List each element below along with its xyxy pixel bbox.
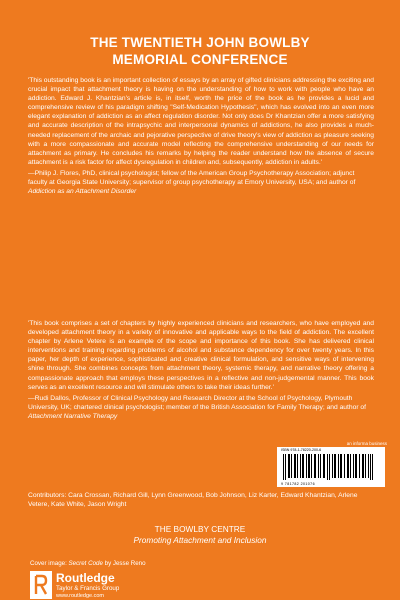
conference-title [0, 34, 400, 68]
endorsement-quote-2 [28, 319, 374, 421]
publisher-group: Taylor & Francis Group [56, 585, 120, 592]
cover-credit-artist: by Jesse Reno [102, 560, 146, 567]
cover-credit-title: Secret Code [68, 560, 103, 567]
barcode-isbn: ISBN 978-1-78220-200-6 [281, 448, 322, 452]
publisher-text [56, 572, 119, 600]
publisher-name: Routledge [56, 571, 115, 585]
attribution-text: —Rudi Dallos, Professor of Clinical Psychology and Research Director at the School of Psychology, Plymouth University, UK; chartered clinical psychologist; member of the British Association for Family Therapy; and author of [28, 394, 366, 411]
publisher-url: www.routledge.com [56, 593, 104, 599]
title-line-2: MEMORIAL CONFERENCE [112, 52, 288, 67]
attribution-book-title: Attachment Narrative Therapy [28, 412, 118, 420]
quote-text: 'This outstanding book is an important collection of essays by an array of gifted clinicians addressing the exciting and crucial impact that attachment theory is having on the understanding of how to work with people who have an addiction. Edward J. Khantzian's article is, in itself, worth the price of the book as he provides a lucid and comprehensive review of his paradigm shifting "Self-Medication Hypothesis", which has evolved into an even more elegant explanation of addiction as an affect regulation disorder. Not only does Dr Khantzian offer a more satisfying and accurate description of the intrapsychic and interpersonal dynamics of addictions, he also provides a much-needed replacement of the archaic and pejorative perspective of drive theory's view of addiction as pleasure seeking with a more compassionate and accurate model reflecting the comprehensive understanding of our needs for attachment as primary. He concludes his remarks by helping the reader understand how the absence of secure attachment is a risk factor for affect dysregulation in children and, subsequently, addiction in adults.' [28, 77, 374, 166]
endorsement-quote-1 [28, 76, 374, 196]
attribution-book-title: Addiction as an Attachment Disorder [28, 188, 137, 196]
barcode-digits: 9 781782 201076 [281, 482, 315, 486]
centre-name: THE BOWLBY CENTRE [154, 524, 246, 534]
bowlby-centre-block [0, 524, 400, 546]
informa-imprint-label: an informa business [346, 441, 387, 446]
quote-text: 'This book comprises a set of chapters by highly experienced clinicians and researchers, who have employed and developed attachment theory in a variety of innovative and applicable ways to the field of addiction. The excellent chapter by Arlene Vetere is an example of the scope and importance of this book. She has delivered clinical interventions and training regarding problems of alcohol and substance dependency for over twenty years. In this paper, her depth of experience, sophisticated and creative clinical formulation, and sensitive ways of intervening shine through. She combines concepts from attachment theory, systemic therapy, and narrative theory offering a compassionate approach that employs these perspectives in a reflective and non-judgemental manner. This book serves as an excellent resource and will stimulate others to take their ideas further.' [28, 320, 374, 391]
title-line-1: THE TWENTIETH JOHN BOWLBY [90, 35, 310, 50]
contributors-list: Contributors: Cara Crossan, Richard Gill, Lynn Greenwood, Bob Johnson, Liz Karter, Edward Khantzian, Arlene Vetere, Kate White, Jason Wright [28, 492, 358, 509]
attribution-text: —Philip J. Flores, PhD, clinical psychologist; fellow of the American Group Psychotherapy Association; adjunct faculty at Georgia State University; supervisor of group psychotherapy at Emory University, USA; and author of [28, 169, 356, 187]
barcode-area [277, 441, 387, 489]
cover-credit-label: Cover image: [30, 560, 69, 567]
quote-attribution [28, 394, 374, 421]
centre-tagline: Promoting Attachment and Inclusion [133, 535, 267, 545]
quote-attribution [28, 169, 374, 196]
isbn-barcode [277, 447, 385, 487]
routledge-r-icon [30, 571, 52, 599]
barcode-bars-icon [277, 447, 385, 487]
cover-credit [30, 560, 146, 568]
